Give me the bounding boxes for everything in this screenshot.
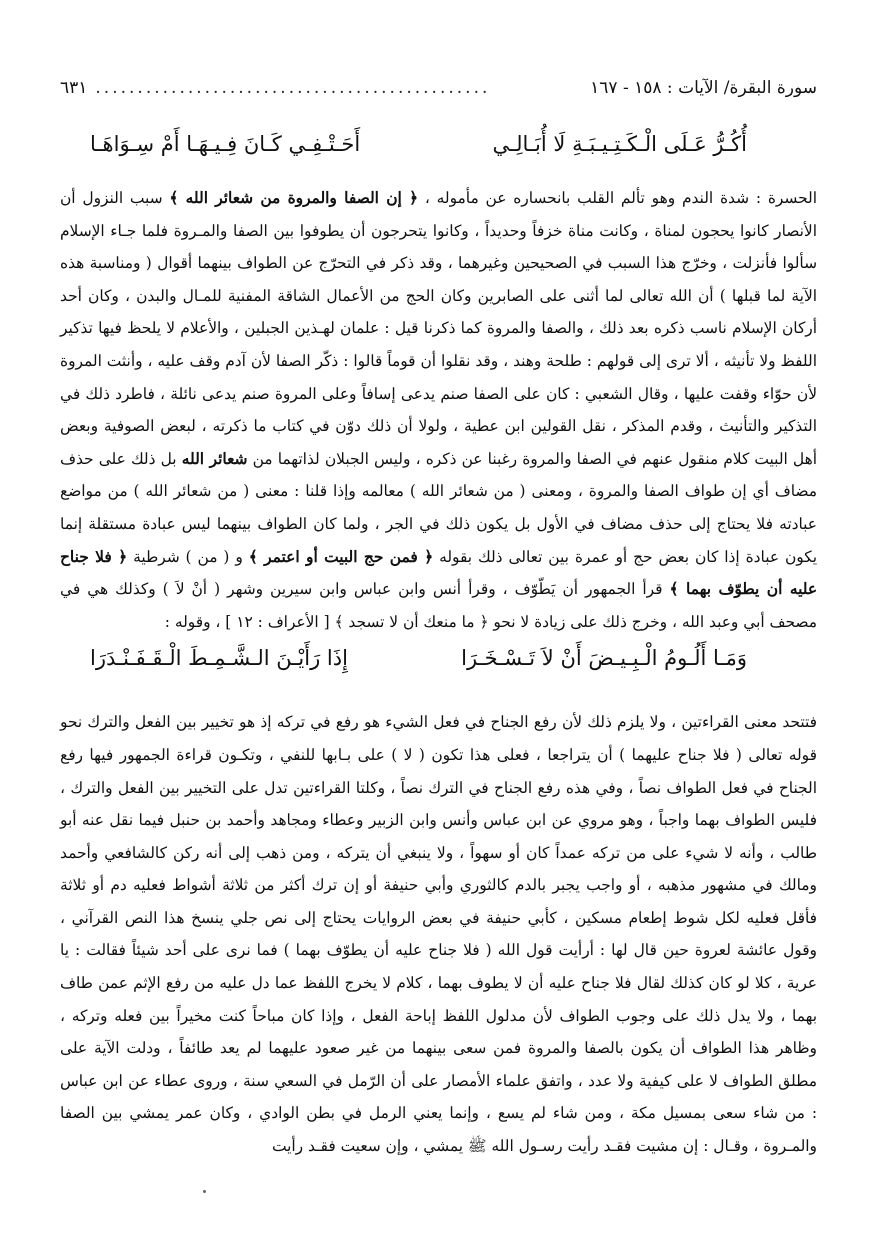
scan-speck: [203, 1190, 206, 1193]
paragraph-1-segment: بل ذلك على حذف مضاف أي إن طواف الصفا والمروة ، ومعنى ( من شعائر الله ) معالمه وإذا قلنا : معنى ( من شعائر الله ) من مواضع عبادته فلا يحتاج إلى حذف مضاف في الأول بل يكون ذلك في الجر ، ولما كان الطواف بينهما ليس عبادة مستقلة إنما يكون عبادة إذا كان بعض حج أو عمرة بين تعالى ذلك بقوله: [60, 449, 817, 566]
paragraph-1: [60, 182, 817, 638]
running-header: [60, 78, 817, 108]
paragraph-1-segment: الحسرة : شدة الندم وهو تألم القلب بانحساره عن مأموله ،: [418, 189, 817, 207]
verse-2-first-hemistich: وَمَـا أَلُـومُ الْـبِـيـضَ أَنْ لاَ تَـسْـخَـرَا: [461, 646, 747, 671]
paragraph-2-text: فتتحد معنى القراءتين ، ولا يلزم ذلك لأن رفع الجناح في فعل الشيء هو رفع في تركه إذ هو تخيير بين الفعل والترك نحو قوله تعالى ( فلا جناح عليهما ) أن يتراجعا ، فعلى هذا تكون ( لا ) على بـابها للنفي ، وتكـون قراءة الجمهور فيها رفع الجناح في فعل الطواف نصاً ، وفي هذه رفع الجناح في الترك نصاً ، وكلتا القراءتين تدل على التخيير بين الفعل والترك ، فليس الطواف بهما واجباً ، وهو مروي عن ابن عباس وأنس وابن الزبير وعطاء ومجاهد وأحمد بن حنبل فيما نقل عنه أبو طالب ، وأنه لا شيء على من تركه عمداً كان أو سهواً ، ولا ينبغي أن يتركه ، ومن ذهب إلى أنه ركن كالشافعي وأحمد ومالك في مشهور مذهبه ، أو واجب يجبر بالدم كالثوري وأبي حنيفة أو إن ترك أكثر من ثلاثة أشواط فعليه دم أو ثلاثة فأقل فعليه لكل شوط إطعام مسكين ، كأبي حنيفة في بعض الروايات يحتاج إلى نص جلي ينسخ هذا النص القرآني ، وقول عائشة لعروة حين قال لها : أرأيت قول الله ( فلا جناح عليه أن يطوّف بهما ) فما نرى على أحد شيئاً فقالت : يا عرية ، كلا لو كان كذلك لقال فلا جناح عليه أن لا يطوف بهما ، كلام لا يخرج اللفظ عما دل عليه من رفع الإثم عمن طاف بهما ، ولا يدل ذلك على وجوب الطواف لأن مدلول اللفظ إباحة الفعل ، وإذا كان مباحاً كنت مخيراً بين فعله وتركه ، وظاهر هذا الطواف أن يكون بالصفا والمروة فمن سعى بينهما من غير صعود عليهما لم يعد طائفاً ، ودلت الآية على مطلق الطواف لا على كيفية ولا عدد ، واتفق علماء الأمصار على أن الرّمل في السعي سنة ، وروى عطاء عن ابن عباس : من شاء سعى بمسيل مكة ، ومن شاء لم يسع ، وإنما يعني الرمل في بطن الوادي ، وكان عمر يمشي بين الصفا والمـروة ، وقـال : إن مشيت فقـد رأيت رسـول الله ﷺ يمشي ، وإن سعيت فقـد رأيت: [60, 713, 817, 1156]
paragraph-2: [60, 706, 817, 1162]
page-number: ٦٣١: [60, 78, 88, 98]
header-title: سورة البقرة/ الآيات : ١٥٨ - ١٦٧: [590, 78, 817, 98]
header-leader-dots: ...............................................: [95, 78, 491, 98]
verse-1-second-hemistich: أَحَـتْـفِـي كَـانَ فِـيـهَـا أَمْ سِـوَاهَـا: [90, 132, 361, 156]
poetry-verse-1: [60, 132, 817, 174]
quran-quote: ﴿ فمن حج البيت أو اعتمر ﴾: [248, 547, 434, 566]
paragraph-1-segment: و ( من ) شرطية: [127, 547, 249, 566]
quran-quote: ﴿ إن الصفا والمروة من شعائر الله ﴾: [169, 189, 419, 207]
paragraph-1-segment: سبب النزول أن الأنصار كانوا يحجون لمناة ، وكانت مناة خزفاً وحديداً ، وكانوا يتحرجون أن يطوفوا بين الصفا والمـروة فلما جـاء الإسلام سألوا فأنزلت ، وخرّج هذا السبب في الصحيحين وغيرهما ، وقد ذكر في التحرّج عن الطواف بينهما أقوال ( ومناسبة هذه الآية لما قبلها ) أن الله تعالى لما أثنى على الصابرين وكان الحج من الأعمال الشاقة المفنية للمـال والبدن ، وكان أحد أركان الإسلام ناسب ذكره بعد ذلك ، والصفا والمروة كما ذكرنا قيل : علمان لهـذين الجبلين ، والأعلام لا يلحظ فيها تذكير اللفظ ولا تأنيثه ، ألا ترى إلى قولهم : طلحة وهند ، وقد نقلوا أن قوماً قالوا : ذكّر الصفا لأن آدم وقف عليه ، وأنثت المروة لأن حوّاء وقفت عليها ، وقال الشعبي : كان على الصفا صنم يدعى إسافاً وعلى المروة صنم يدعى نائلة ، فاطرد ذلك في التذكير والتأنيث ، وقدم المذكر ، نقل القولين ابن عطية ، ولولا أن ذلك دوّن في كتاب ما ذكرته ، لبعض الصوفية وبعض أهل البيت كلام منقول عنهم في الصفا والمروة رغبنا عن ذكره ، وليس الجبلان لذاتهما من: [60, 189, 817, 468]
page-body: [60, 78, 817, 1163]
quran-quote: ﴿ فلا جناح عليه أن يطوّف بهما ﴾: [60, 547, 818, 599]
verse-2-second-hemistich: إِذَا رَأَيْـنَ الـشَّـمِـطَ الْـقَـفَـنْـدَرَا: [90, 646, 348, 671]
paragraph-1-segment: قرأ الجمهور أن يَطّوّف ، وقرأ أنس وابن عباس وابن سيرين وشهر ( أنْ لاَ ) وكذلك هي في مصحف أبي وعبد الله ، وخرج ذلك على زيادة لا نحو ﴿ ما منعك أن لا تسجد ﴾ [ الأعراف : ١٢ ] ، وقوله :: [60, 580, 817, 631]
bold-term: شعائر الله: [181, 449, 248, 468]
poetry-verse-2: [60, 646, 817, 688]
verse-1-first-hemistich: أُكُـرُّ عَـلَى الْـكَـتِـيـبَـةِ لَا أُبَـالِـي: [492, 132, 747, 156]
